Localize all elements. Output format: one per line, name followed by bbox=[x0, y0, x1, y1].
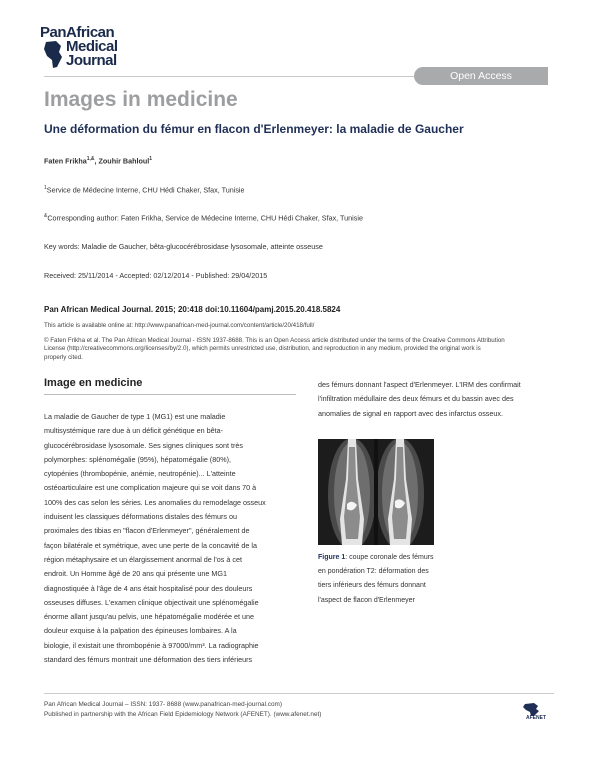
corresponding-mark: & bbox=[44, 213, 48, 219]
caption-line: tiers inférieurs des fémurs donnant bbox=[318, 582, 426, 590]
body-line: La maladie de Gaucher de type 1 (MG1) est une maladie bbox=[44, 412, 226, 421]
body-line: standard des fémurs montrait une déformation des tiers inférieurs bbox=[44, 655, 253, 665]
copyright-line: properly cited. bbox=[44, 353, 83, 361]
africa-map-icon bbox=[42, 40, 64, 70]
footer-line: Published in partnership with the African Field Epidemiology Network (AFENET). (www.afenet.net) bbox=[44, 711, 322, 718]
body-line: anomalies de signal en rapport avec des infarctus osseux. bbox=[318, 408, 503, 418]
copyright-line: License (http://creativecommons.org/licenses/by/2.0), which permits unrestricted use, distribution, and reproduction in any medium, provided the original work is bbox=[44, 345, 481, 353]
body-line: glucocérébrosidase lysosomale. Ses signes cliniques sont très bbox=[44, 440, 243, 450]
caption-line: en pondération T2: déformation des bbox=[318, 568, 429, 576]
body-line: l'infiltration médullaire des deux fémurs et du bassin avec des bbox=[318, 394, 514, 404]
body-line: biologie, il existait une thrombopénie à 97000/mm³. La radiographie bbox=[44, 640, 259, 650]
logo-text-line-1: PanAfrican bbox=[40, 24, 115, 41]
affiliation-mark: 1 bbox=[44, 185, 47, 191]
afenet-logo-text: AFENET bbox=[526, 715, 546, 721]
body-line: des fémurs donnant l'aspect d'Erlenmeyer. L'IRM des confirmait bbox=[318, 380, 521, 389]
copyright-line: © Faten Frikha et al. The Pan African Medical Journal - ISSN 1937-8688. This is an Open Access article distributed under the terms of the Creative Commons Attribution bbox=[44, 337, 505, 344]
body-text-left-column bbox=[44, 410, 296, 667]
caption-line: l'aspect de flacon d'Erlenmeyer bbox=[318, 596, 415, 604]
body-line: façon bilatérale et symétrique, avec une perte de la concavité de la bbox=[44, 540, 257, 550]
affiliation-text: Service de Médecine Interne, CHU Hédi Chaker, Sfax, Tunisie bbox=[46, 185, 245, 195]
logo-text-line-3: Journal bbox=[66, 52, 117, 69]
availability-notice: This article is available online at: http://www.panafrican-med-journal.com/content/article/20/418/full/ bbox=[44, 322, 315, 329]
body-heading-block bbox=[44, 377, 296, 395]
article-dates: Received: 25/11/2014 - Accepted: 02/12/2014 - Published: 29/04/2015 bbox=[44, 271, 268, 280]
author-affiliation-mark: 1 bbox=[149, 156, 153, 162]
author-name: Faten Frikha bbox=[44, 156, 87, 166]
article-title: Une déformation du fémur en flacon d'Erlenmeyer: la maladie de Gaucher bbox=[44, 122, 464, 136]
body-heading-rule bbox=[44, 394, 296, 395]
corresponding-text: Corresponding author: Faten Frikha, Service de Médecine Interne, CHU Hédi Chaker, Sfax, Tunisie bbox=[47, 213, 363, 223]
author-affiliation-mark: 1,& bbox=[86, 156, 95, 162]
open-access-badge: Open Access bbox=[414, 67, 548, 85]
section-title: Images in medicine bbox=[44, 88, 238, 111]
body-line: induisent les classiques déformations distales des fémurs ou bbox=[44, 512, 237, 522]
body-line: cytopénies (thrombopénie, anémie, neutropénie)... L'atteinte bbox=[44, 469, 236, 479]
body-line: diagnostiquée à l'âge de 4 ans était hospitalisé pour des douleurs bbox=[44, 583, 253, 593]
body-line: multisystémique rare due à un déficit génétique en bêta- bbox=[44, 426, 223, 436]
body-line: 100% des cas selon les séries. Les anomalies du remodelage osseux bbox=[44, 497, 266, 507]
body-text-right-column bbox=[318, 378, 554, 421]
page-footer bbox=[44, 700, 321, 720]
body-line: polymorphes: splénomégalie (95%), hépatomégalie (80%), bbox=[44, 454, 231, 464]
body-line: endroit. Un Homme âgé de 20 ans qui présente une MG1 bbox=[44, 569, 227, 579]
affiliation bbox=[44, 185, 245, 194]
corresponding-author bbox=[44, 213, 363, 222]
journal-logo bbox=[40, 26, 150, 74]
body-line: ostéoarticulaire est une complication majeure qui se voit dans 70 à bbox=[44, 483, 257, 493]
copyright-notice bbox=[44, 337, 554, 362]
header-divider bbox=[44, 76, 414, 77]
body-line: douleur exquise à la palpation des épineuses lombaires. A la bbox=[44, 626, 237, 636]
author-separator: , bbox=[94, 156, 99, 166]
footer-line: Pan African Medical Journal – ISSN: 1937- 8688 (www.panafrican-med-journal.com) bbox=[44, 701, 282, 708]
author-list bbox=[44, 156, 152, 165]
caption-line: : coupe coronale des fémurs bbox=[345, 554, 434, 561]
afenet-logo bbox=[522, 703, 554, 721]
body-line: énorme allant jusqu'au pelvis, une hépatomégalie modérée et une bbox=[44, 612, 254, 622]
figure-caption bbox=[318, 551, 434, 608]
logo-text-line-2: Medical bbox=[66, 38, 118, 55]
mri-femur-image bbox=[318, 439, 434, 545]
citation: Pan African Medical Journal. 2015; 20:418 doi:10.11604/pamj.2015.20.418.5824 bbox=[44, 305, 341, 314]
keywords: Key words: Maladie de Gaucher, bêta-glucocérébrosidase lysosomale, atteinte osseuse bbox=[44, 242, 323, 251]
body-line: osseuses diffuses. L'examen clinique objectivait une splénomégalie bbox=[44, 597, 259, 607]
figure-label: Figure 1 bbox=[318, 554, 346, 561]
author-name: Zouhir Bahloul bbox=[98, 156, 150, 166]
body-line: proximales des tibias en "flacon d'Erlenmeyer", généralement de bbox=[44, 526, 250, 536]
footer-divider bbox=[44, 693, 554, 694]
body-line: région métaphysaire et un élargissement anormal de l'os à cet bbox=[44, 554, 242, 564]
body-heading: Image en medicine bbox=[44, 377, 143, 389]
mri-coronal-illustration bbox=[318, 439, 434, 545]
